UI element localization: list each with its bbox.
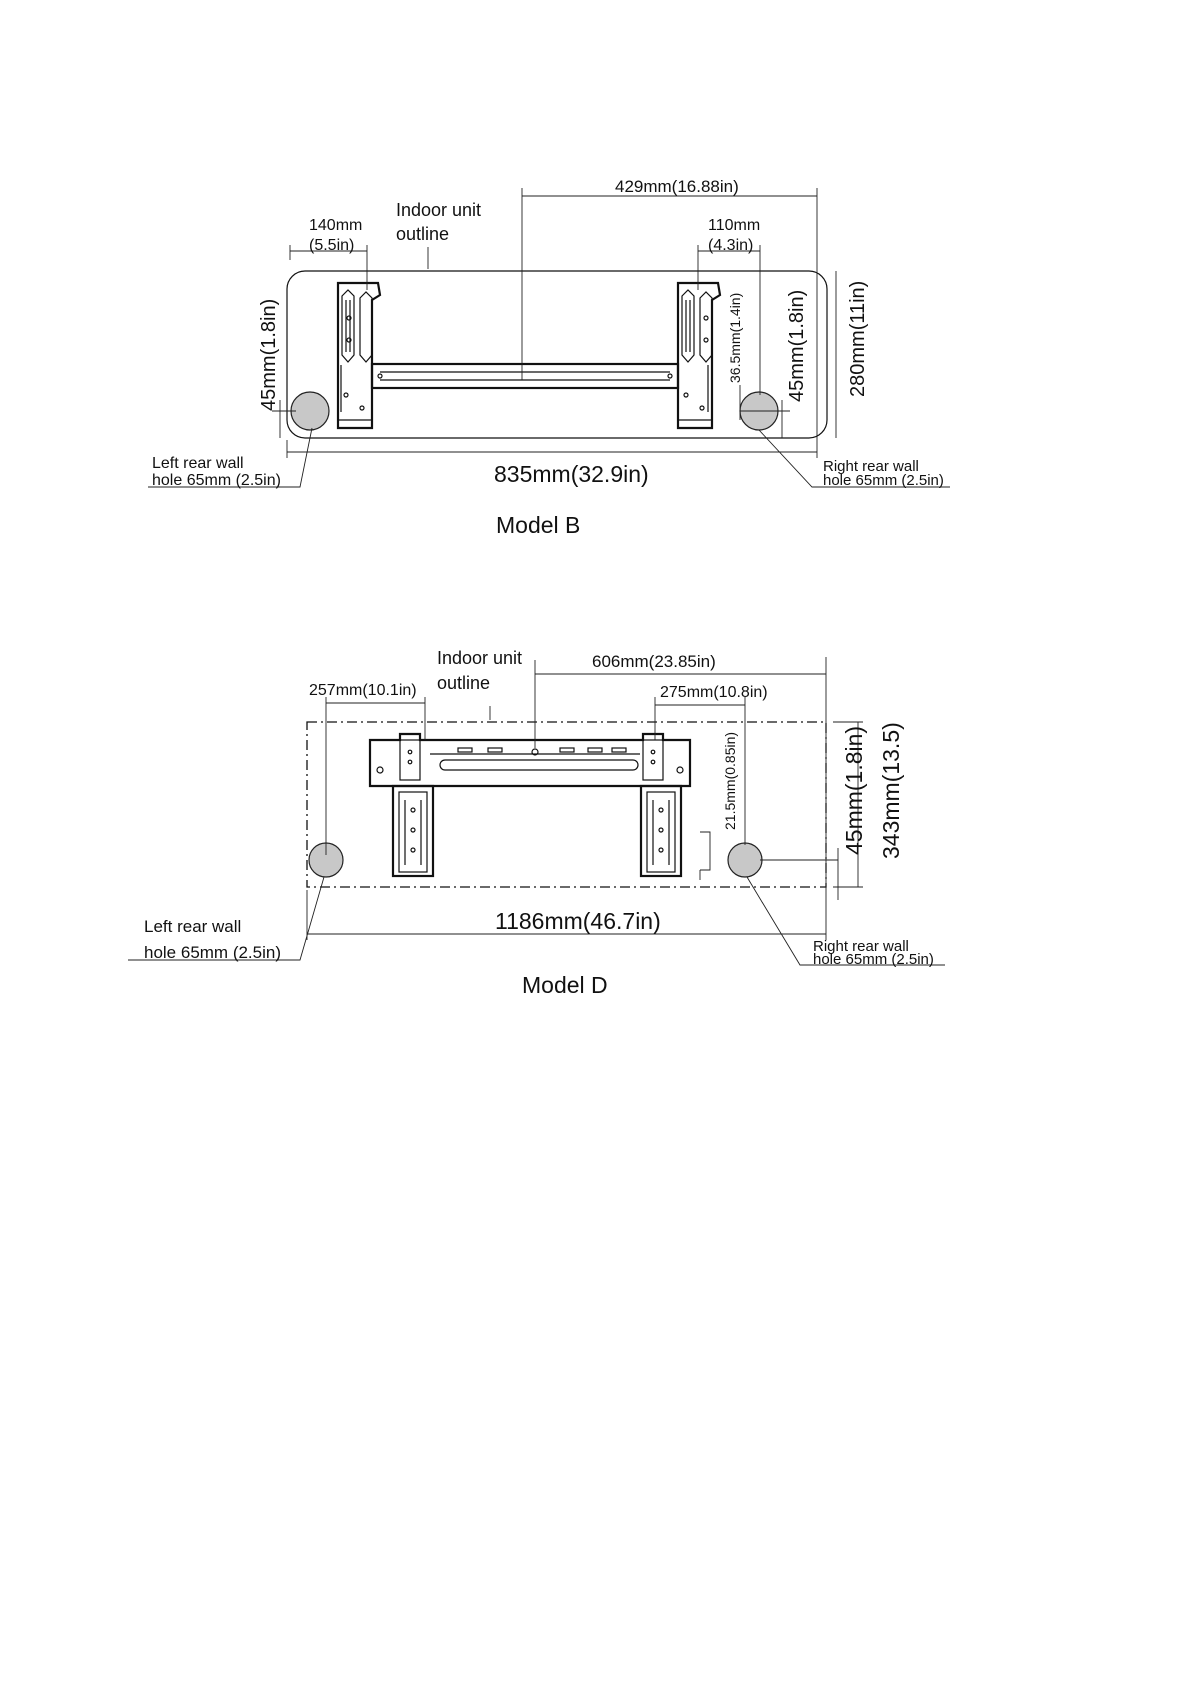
model-b-dim-left-1: 140mm [309,217,363,234]
model-b-dim-left-vert: 45mm(1.8in) [258,298,280,411]
model-d-dim-width: 1186mm(46.7in) [495,908,661,934]
model-b-dim-top-right: 429mm(16.88in) [615,177,739,196]
model-d-dim-right: 275mm(10.8in) [660,684,768,701]
model-b-right-hole-label-1: Right rear wall [823,458,919,475]
model-b-dim-right-2: (4.3in) [708,237,754,254]
model-d-caption: Model D [522,972,608,998]
model-d-dim-inner-vert: 21.5mm(0.85in) [722,731,738,830]
model-d-right-wall-hole [728,843,762,877]
model-b-outline-label-1: Indoor unit [396,200,482,220]
model-b-left-hole-label-1: Left rear wall [152,455,244,472]
model-d-right-hole-label-2: hole 65mm (2.5in) [813,951,934,968]
model-b-outline-label-2: outline [396,224,450,244]
model-b-dim-left-2: (5.5in) [309,237,355,254]
model-b-dim-inner-vert: 36.5mm(1.4in) [727,292,743,383]
model-b-left-bracket [338,283,380,428]
model-d-dim-top-right: 606mm(23.85in) [592,652,716,671]
model-b-dim-right-1: 110mm [708,217,761,234]
model-d-dim-right-vert: 45mm(1.8in) [841,725,867,855]
model-b-right-bracket [678,283,720,428]
model-d-left-hole-label-1: Left rear wall [144,917,242,936]
model-b-left-wall-hole [291,392,329,430]
model-d-left-hole-label-2: hole 65mm (2.5in) [144,943,282,962]
model-b-dim-width: 835mm(32.9in) [494,461,649,487]
model-d-outline-label-2: outline [437,673,491,693]
model-d-left-leg [393,786,433,876]
model-b-mounting-rail [372,364,678,388]
model-d-right-leg [641,786,681,876]
model-b-right-hole-label-2: hole 65mm (2.5in) [823,472,944,489]
model-d-right-hole-label-1: Right rear wall [813,938,909,955]
model-b-dim-right-vert: 45mm(1.8in) [786,289,808,402]
model-b-caption: Model B [496,512,581,538]
model-b-left-hole-label-2: hole 65mm (2.5in) [152,472,281,489]
model-d-dim-left: 257mm(10.1in) [309,682,417,699]
model-d-dim-height: 343mm(13.5) [878,722,904,859]
model-d-outline-label-1: Indoor unit [437,648,523,668]
model-b-dim-height: 280mm(11in) [847,280,869,397]
model-d-mounting-plate [370,734,690,786]
